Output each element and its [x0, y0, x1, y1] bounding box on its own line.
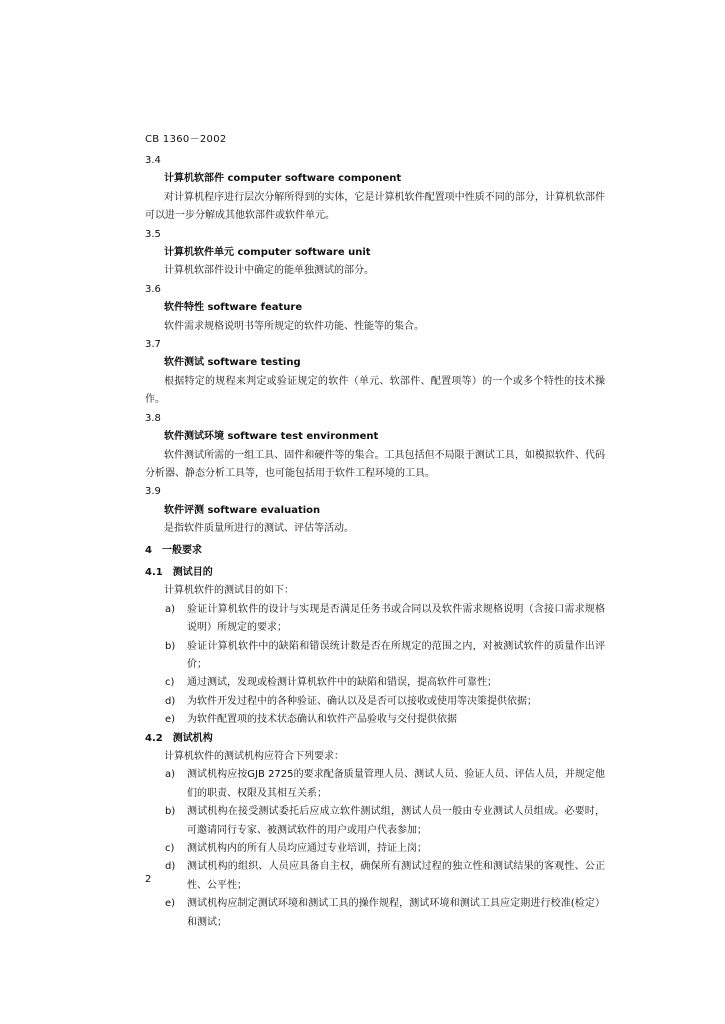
- list-label: a): [165, 603, 176, 615]
- clause-number: 3.5: [145, 228, 161, 240]
- clause-number: 3.8: [145, 412, 161, 424]
- term-definition: 是指软件质量所进行的测试、评估等活动。: [164, 523, 354, 535]
- term-definition: 软件需求规格说明书等所规定的软件功能、性能等的集合。: [164, 320, 424, 332]
- list-label: e): [165, 714, 176, 726]
- list-label: e): [165, 898, 176, 910]
- clause-number: 3.9: [145, 486, 161, 498]
- term-heading: 软件评测 software evaluation: [164, 504, 321, 516]
- section-heading: 4.1 测试目的: [145, 566, 213, 578]
- list-text: 为软件开发过程中的各种验证、确认以及是否可以接收或使用等决策提供依据；: [187, 695, 537, 707]
- list-text: 验证计算机软件中的缺陷和错误统计数是否在所规定的范围之内，对被测试软件的质量作出评价；: [187, 640, 605, 670]
- clause-number: 3.6: [145, 283, 161, 295]
- list-item: [145, 895, 605, 932]
- chapter-heading: 4 一般要求: [145, 544, 202, 556]
- document-body: [145, 152, 605, 932]
- list-label: b): [165, 640, 176, 652]
- standard-code: CB 1360－2002: [145, 134, 227, 145]
- term-definition: 根据特定的规程来判定或验证规定的软件（单元、软部件、配置项等）的一个或多个特性的技术操作。: [145, 375, 605, 406]
- list-item: [145, 858, 605, 895]
- list-item: [145, 803, 605, 840]
- list-text: 验证计算机软件的设计与实现是否满足任务书或合同以及软件需求规格说明（含接口需求规格说明）所规定的要求；: [187, 603, 605, 634]
- list-item: [145, 766, 605, 803]
- list-text: 测试机构内的所有人员均应通过专业培训，持证上岗；: [187, 843, 427, 855]
- requirement-list: [145, 766, 605, 932]
- page-number: 2: [145, 874, 152, 885]
- list-item: [145, 693, 605, 711]
- list-label: c): [165, 843, 175, 855]
- term-heading: 软件测试 software testing: [164, 357, 301, 369]
- section-intro: 计算机软件的测试机构应符合下列要求：: [164, 751, 344, 762]
- clause-number: 3.4: [145, 155, 161, 166]
- term-heading: 软件特性 software feature: [164, 302, 303, 314]
- list-item: [145, 638, 605, 675]
- requirement-list: [145, 601, 605, 730]
- list-label: d): [165, 695, 176, 707]
- list-item: [145, 711, 605, 729]
- section-heading: 4.2 测试机构: [145, 732, 213, 744]
- list-item: [145, 601, 605, 638]
- term-heading: 软件测试环境 software test environment: [164, 431, 379, 443]
- term-heading: 计算机软部件 computer software component: [164, 173, 402, 185]
- list-label: a): [165, 769, 176, 781]
- list-label: c): [165, 677, 175, 689]
- list-item: [145, 674, 605, 692]
- term-definition: 对计算机程序进行层次分解所得到的实体，它是计算机软件配置项中性质不同的部分，计算机软部件可以进一步分解成其他软部件或软件单元。: [145, 191, 605, 222]
- clause-number: 3.7: [145, 339, 161, 351]
- term-heading: 计算机软件单元 computer software unit: [164, 247, 371, 259]
- list-text: 测试机构应制定测试环境和测试工具的操作规程，测试环境和测试工具应定期进行校准(检定）和测试；: [187, 898, 605, 928]
- list-label: d): [165, 861, 176, 873]
- list-text: 通过测试，发现或检测计算机软件中的缺陷和错误，提高软件可靠性；: [187, 677, 497, 689]
- section-intro: 计算机软件的测试目的如下：: [164, 585, 294, 597]
- term-definition: 软件测试所需的一组工具、固件和硬件等的集合。工具包括但不局限于测试工具，如模拟软件、代码分析器、静态分析工具等，也可能包括用于软件工程环境的工具。: [145, 449, 605, 479]
- list-label: b): [165, 806, 176, 818]
- list-item: [145, 840, 605, 858]
- list-text: 测试机构在接受测试委托后应成立软件测试组，测试人员一般由专业测试人员组成。必要时，可邀请同行专家、被测试软件的用户或用户代表参加；: [187, 806, 605, 836]
- list-text: 为软件配置项的技术状态确认和软件产品验收与交付提供依据: [187, 714, 457, 726]
- term-definition: 计算机软部件设计中确定的能单独测试的部分。: [164, 265, 374, 277]
- list-text: 测试机构应按GJB 2725的要求配备质量管理人员、测试人员、验证人员、评估人员，并规定他们的职责、权限及其相互关系；: [187, 769, 605, 799]
- list-text: 测试机构的组织、人员应具备自主权，确保所有测试过程的独立性和测试结果的客观性、公正性、公平性；: [187, 861, 605, 891]
